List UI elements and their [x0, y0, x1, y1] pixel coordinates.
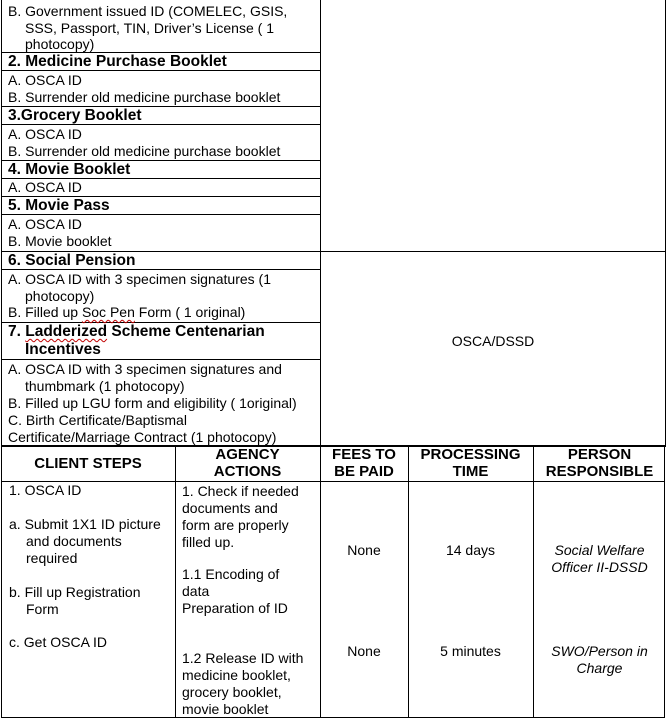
header-fees-2: BE PAID	[334, 463, 394, 480]
section-title-centenarian-line-2: Incentives	[25, 341, 101, 358]
centenarian-item-c-line-2: Certificate/Marriage Contract (1 photocopy)	[8, 429, 277, 445]
centenarian-item-a-line-1: A. OSCA ID with 3 specimen signatures and	[8, 361, 282, 377]
socpen-item-a-line-2: photocopy)	[25, 288, 95, 304]
movie-pass-item-a: A. OSCA ID	[8, 216, 82, 232]
agency-action-12-line-1: 1.2 Release ID with	[182, 650, 304, 666]
fee-row-1: None	[347, 542, 381, 558]
grocery-item-a: A. OSCA ID	[8, 126, 82, 142]
centenarian-item-c-line-1: C. Birth Certificate/Baptismal	[8, 412, 187, 428]
agency-action-1-line-2: documents and	[182, 500, 278, 516]
socpen-item-b-pre: B. Filled up	[8, 304, 82, 320]
section-title-medicine: 2. Medicine Purchase Booklet	[8, 53, 227, 70]
section-title-movie-booklet: 4. Movie Booklet	[8, 161, 131, 178]
centenarian-item-b: B. Filled up LGU form and eligibility ( 1original)	[8, 395, 297, 411]
process-table	[1, 445, 665, 718]
col-divider	[533, 445, 534, 718]
client-step-c: c. Get OSCA ID	[9, 634, 108, 650]
header-processing-2: TIME	[452, 463, 489, 480]
socpen-item-b-term: Soc Pen	[81, 304, 135, 320]
client-step-a-1: a. Submit 1X1 ID picture	[9, 516, 161, 532]
medicine-item-a: A. OSCA ID	[8, 72, 82, 88]
govid-line-2: SSS, Passport, TIN, Driver’s License ( 1	[25, 20, 274, 36]
medicine-item-b: B. Surrender old medicine purchase booklet	[8, 89, 281, 105]
client-step-a-2: and documents	[26, 533, 122, 549]
agency-action-11-line-1: 1.1 Encoding of	[182, 566, 280, 582]
agency-action-1-line-1: 1. Check if needed	[182, 483, 299, 499]
col-divider	[408, 445, 409, 718]
person-row-2-line-2: Charge	[576, 660, 623, 676]
time-row-1: 14 days	[445, 542, 496, 558]
requirements-right-column-top	[320, 0, 666, 252]
header-processing-1: PROCESSING	[420, 446, 521, 463]
client-step-a-3: required	[26, 550, 78, 566]
person-row-2-line-1: SWO/Person in	[551, 643, 648, 659]
section-title-grocery: 3.Grocery Booklet	[8, 107, 142, 124]
socpen-item-b	[8, 304, 245, 321]
col-divider	[175, 445, 176, 718]
agency-action-12-line-3: grocery booklet,	[182, 684, 282, 700]
socpen-item-a-line-1: A. OSCA ID with 3 specimen signatures (1	[8, 271, 271, 287]
client-step-b-2: Form	[26, 601, 59, 617]
centenarian-title-post: Scheme Centenarian	[107, 323, 265, 340]
movie-pass-item-b: B. Movie booklet	[8, 233, 112, 249]
header-person-2: RESPONSIBLE	[545, 463, 654, 480]
movie-booklet-item-a: A. OSCA ID	[8, 179, 82, 195]
govid-line-3: photocopy)	[25, 36, 95, 52]
agency-action-11-line-2: data	[182, 583, 210, 599]
client-step-1: 1. OSCA ID	[9, 482, 82, 498]
socpen-item-b-post: Form ( 1 original)	[134, 304, 246, 320]
govid-line-1: B. Government issued ID (COMELEC, GSIS,	[8, 3, 288, 19]
office-label: OSCA/DSSD	[451, 333, 535, 349]
client-step-b-1: b. Fill up Registration	[9, 584, 141, 600]
section-title-social-pension: 6. Social Pension	[8, 252, 136, 269]
fee-row-2: None	[347, 643, 381, 659]
section-title-movie-pass: 5. Movie Pass	[8, 197, 110, 214]
header-agency-actions-2: ACTIONS	[213, 463, 282, 480]
centenarian-item-a-line-2: thumbmark (1 photocopy)	[25, 378, 185, 394]
row-divider	[1, 359, 321, 360]
agency-action-12-line-2: medicine booklet,	[182, 667, 291, 683]
agency-action-12-line-4: movie booklet	[182, 701, 269, 717]
section-title-centenarian	[8, 323, 265, 341]
header-divider	[1, 481, 665, 482]
agency-action-1-line-3: form are properly	[182, 517, 289, 533]
agency-action-11-line-3: Preparation of ID	[182, 600, 288, 616]
agency-action-1-line-4: filled up.	[182, 534, 235, 550]
person-row-1-line-2: Officer II-DSSD	[551, 559, 648, 575]
person-row-1-line-1: Social Welfare	[554, 542, 645, 558]
header-person-1: PERSON	[567, 446, 632, 463]
col-divider	[320, 445, 321, 718]
header-client-steps: CLIENT STEPS	[34, 455, 142, 472]
centenarian-title-pre: 7.	[8, 323, 26, 340]
time-row-2: 5 minutes	[440, 643, 501, 659]
grocery-item-b: B. Surrender old medicine purchase booklet	[8, 143, 281, 159]
centenarian-title-term: Ladderized	[25, 323, 108, 340]
header-agency-actions-1: AGENCY	[215, 446, 280, 463]
header-fees-1: FEES TO	[332, 446, 396, 463]
